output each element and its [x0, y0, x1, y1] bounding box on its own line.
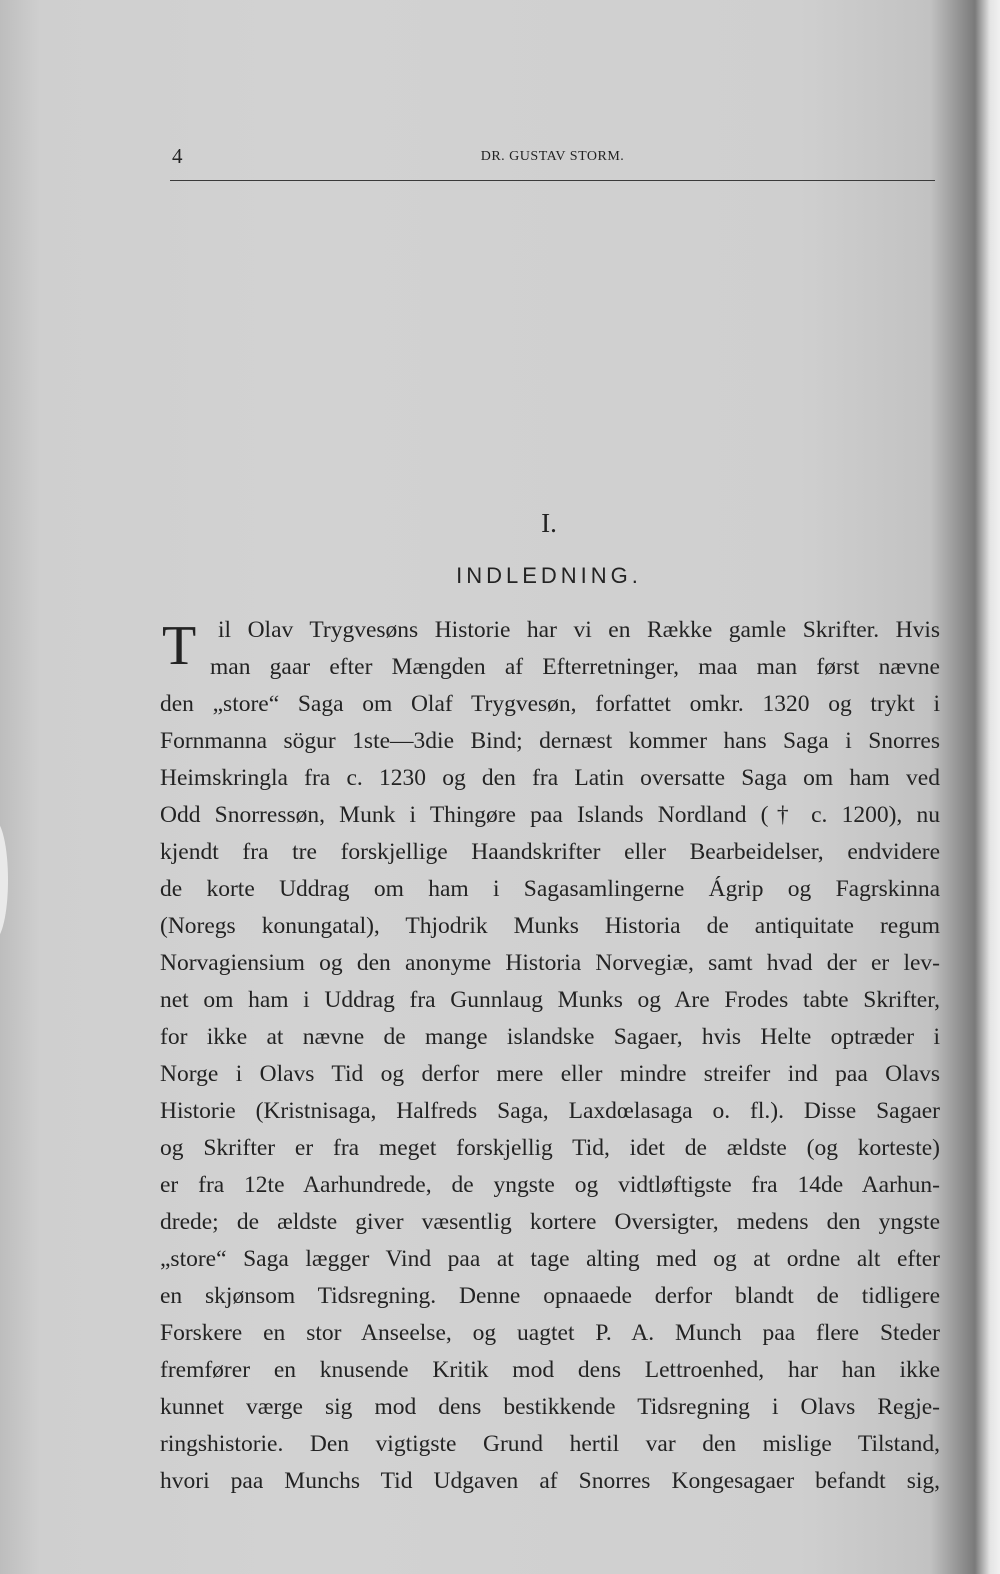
text-line: de korte Uddrag om ham i Sagasamlingerne Ágrip og Fagrskinna — [160, 876, 940, 902]
text-line: fremfører en knusende Kritik mod dens Lettroenhed, har han ikke — [160, 1357, 940, 1383]
text-line: kjendt fra tre forskjellige Haandskrifter eller Bearbeidelser, endvidere — [160, 839, 940, 865]
text-line: Fornmanna sögur 1ste—3die Bind; dernæst kommer hans Saga i Snorres — [160, 728, 940, 754]
text-line: kunnet værge sig mod dens bestikkende Tidsregning i Olavs Regje- — [160, 1394, 940, 1420]
text-line: er fra 12te Aarhundrede, de yngste og vidtløftigste fra 14de Aarhun- — [160, 1172, 940, 1198]
text-line: Forskere en stor Anseelse, og uagtet P. A. Munch paa flere Steder — [160, 1320, 940, 1346]
text-line: Heimskringla fra c. 1230 og den fra Latin oversatte Saga om ham ved — [160, 765, 940, 791]
text-line: en skjønsom Tidsregning. Denne opnaaede derfor blandt de tidligere — [160, 1283, 940, 1309]
page-number: 4 — [172, 144, 183, 168]
drop-cap: T — [162, 615, 197, 677]
chapter-title: INDLEDNING. — [456, 563, 642, 588]
text-line: man gaar efter Mængden af Efterretninger, maa man først nævne — [210, 654, 940, 680]
text-line: ringshistorie. Den vigtigste Grund hertil var den mislige Tilstand, — [160, 1431, 940, 1457]
text-line: Odd Snorressøn, Munk i Thingøre paa Islands Nordland († c. 1200), nu — [160, 802, 940, 828]
text-line: il Olav Trygvesøns Historie har vi en Række gamle Skrifter. Hvis — [218, 617, 940, 643]
text-line: den „store“ Saga om Olaf Trygvesøn, forfattet omkr. 1320 og trykt i — [160, 691, 940, 717]
text-line: drede; de ældste giver væsentlig kortere Oversigter, medens den yngste — [160, 1209, 940, 1235]
text-line: (Noregs konungatal), Thjodrik Munks Historia de antiquitate regum — [160, 913, 940, 939]
chapter-number: I. — [541, 508, 557, 538]
text-line: Norvagiensium og den anonyme Historia Norvegiæ, samt hvad der er lev- — [160, 950, 940, 976]
text-line: for ikke at nævne de mange islandske Sagaer, hvis Helte optræder i — [160, 1024, 940, 1050]
text-line: „store“ Saga lægger Vind paa at tage alting med og at ordne alt efter — [160, 1246, 940, 1272]
text-line: Norge i Olavs Tid og derfor mere eller mindre streifer ind paa Olavs — [160, 1061, 940, 1087]
text-line: hvori paa Munchs Tid Udgaven af Snorres Kongesagaer befandt sig, — [160, 1468, 940, 1494]
text-line: Historie (Kristnisaga, Halfreds Saga, Laxdœlasaga o. fl.). Disse Sagaer — [160, 1098, 940, 1124]
text-line: net om ham i Uddrag fra Gunnlaug Munks og Are Frodes tabte Skrifter, — [160, 987, 940, 1013]
binding-edge — [0, 820, 8, 940]
text-line: og Skrifter er fra meget forskjellig Tid, idet de ældste (og korteste) — [160, 1135, 940, 1161]
running-head — [170, 144, 935, 181]
body-paragraph — [160, 612, 940, 1500]
running-head-title: DR. GUSTAV STORM. — [480, 149, 625, 164]
